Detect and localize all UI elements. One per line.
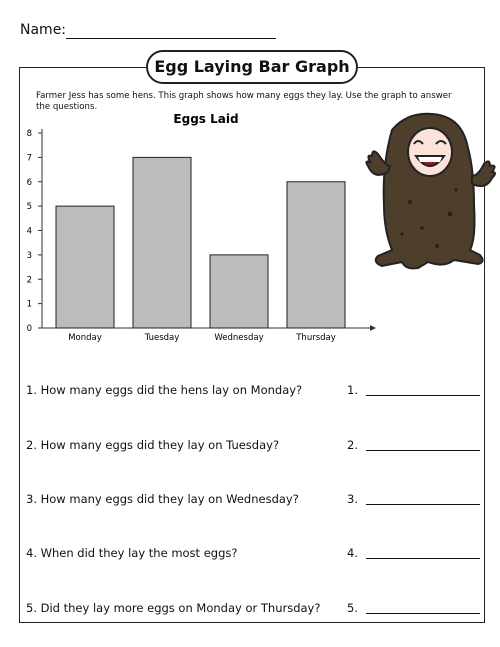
answer-line[interactable] [366, 504, 480, 505]
question-text: 5. Did they lay more eggs on Monday or Thursday? [26, 601, 321, 615]
y-tick-label: 6 [26, 177, 32, 188]
name-label: Name: [20, 22, 67, 38]
answer-line[interactable] [366, 395, 480, 396]
answer-number: 2. [347, 438, 358, 452]
cartoon-potato-creature-icon [362, 110, 500, 272]
x-tick-label: Monday [68, 333, 102, 343]
chart-title: Eggs Laid [173, 112, 239, 126]
answer-line[interactable] [366, 450, 480, 451]
y-tick-label: 7 [26, 153, 32, 164]
x-tick-label: Thursday [296, 333, 336, 343]
worksheet-title: Egg Laying Bar Graph [146, 50, 358, 84]
answer-line[interactable] [366, 558, 480, 559]
bar-tuesday [133, 157, 191, 328]
question-text: 3. How many eggs did they lay on Wednesday? [26, 492, 299, 506]
y-tick-label: 4 [26, 226, 32, 237]
answer-number: 5. [347, 601, 358, 615]
y-tick-label: 1 [26, 299, 32, 310]
y-tick-label: 3 [26, 250, 32, 261]
y-tick-label: 8 [26, 129, 32, 139]
question-text: 2. How many eggs did they lay on Tuesday? [26, 438, 280, 452]
bar-monday [56, 206, 114, 328]
intro-text: Farmer Jess has some hens. This graph shows how many eggs they lay. Use the graph to answer the questions. [36, 91, 452, 112]
question-text: 4. When did they lay the most eggs? [26, 546, 238, 560]
y-tick-label: 2 [26, 275, 32, 286]
answer-number: 4. [347, 546, 358, 560]
answer-number: 3. [347, 492, 358, 506]
bar-thursday [287, 182, 345, 328]
answer-line[interactable] [366, 613, 480, 614]
answer-number: 1. [347, 383, 358, 397]
x-tick-label: Wednesday [214, 333, 264, 343]
y-tick-label: 5 [26, 202, 32, 213]
x-axis-arrow [370, 325, 376, 331]
question-text: 1. How many eggs did the hens lay on Monday? [26, 383, 303, 397]
bar-wednesday [210, 255, 268, 328]
y-tick-label: 0 [26, 324, 32, 334]
x-tick-label: Tuesday [144, 333, 180, 343]
